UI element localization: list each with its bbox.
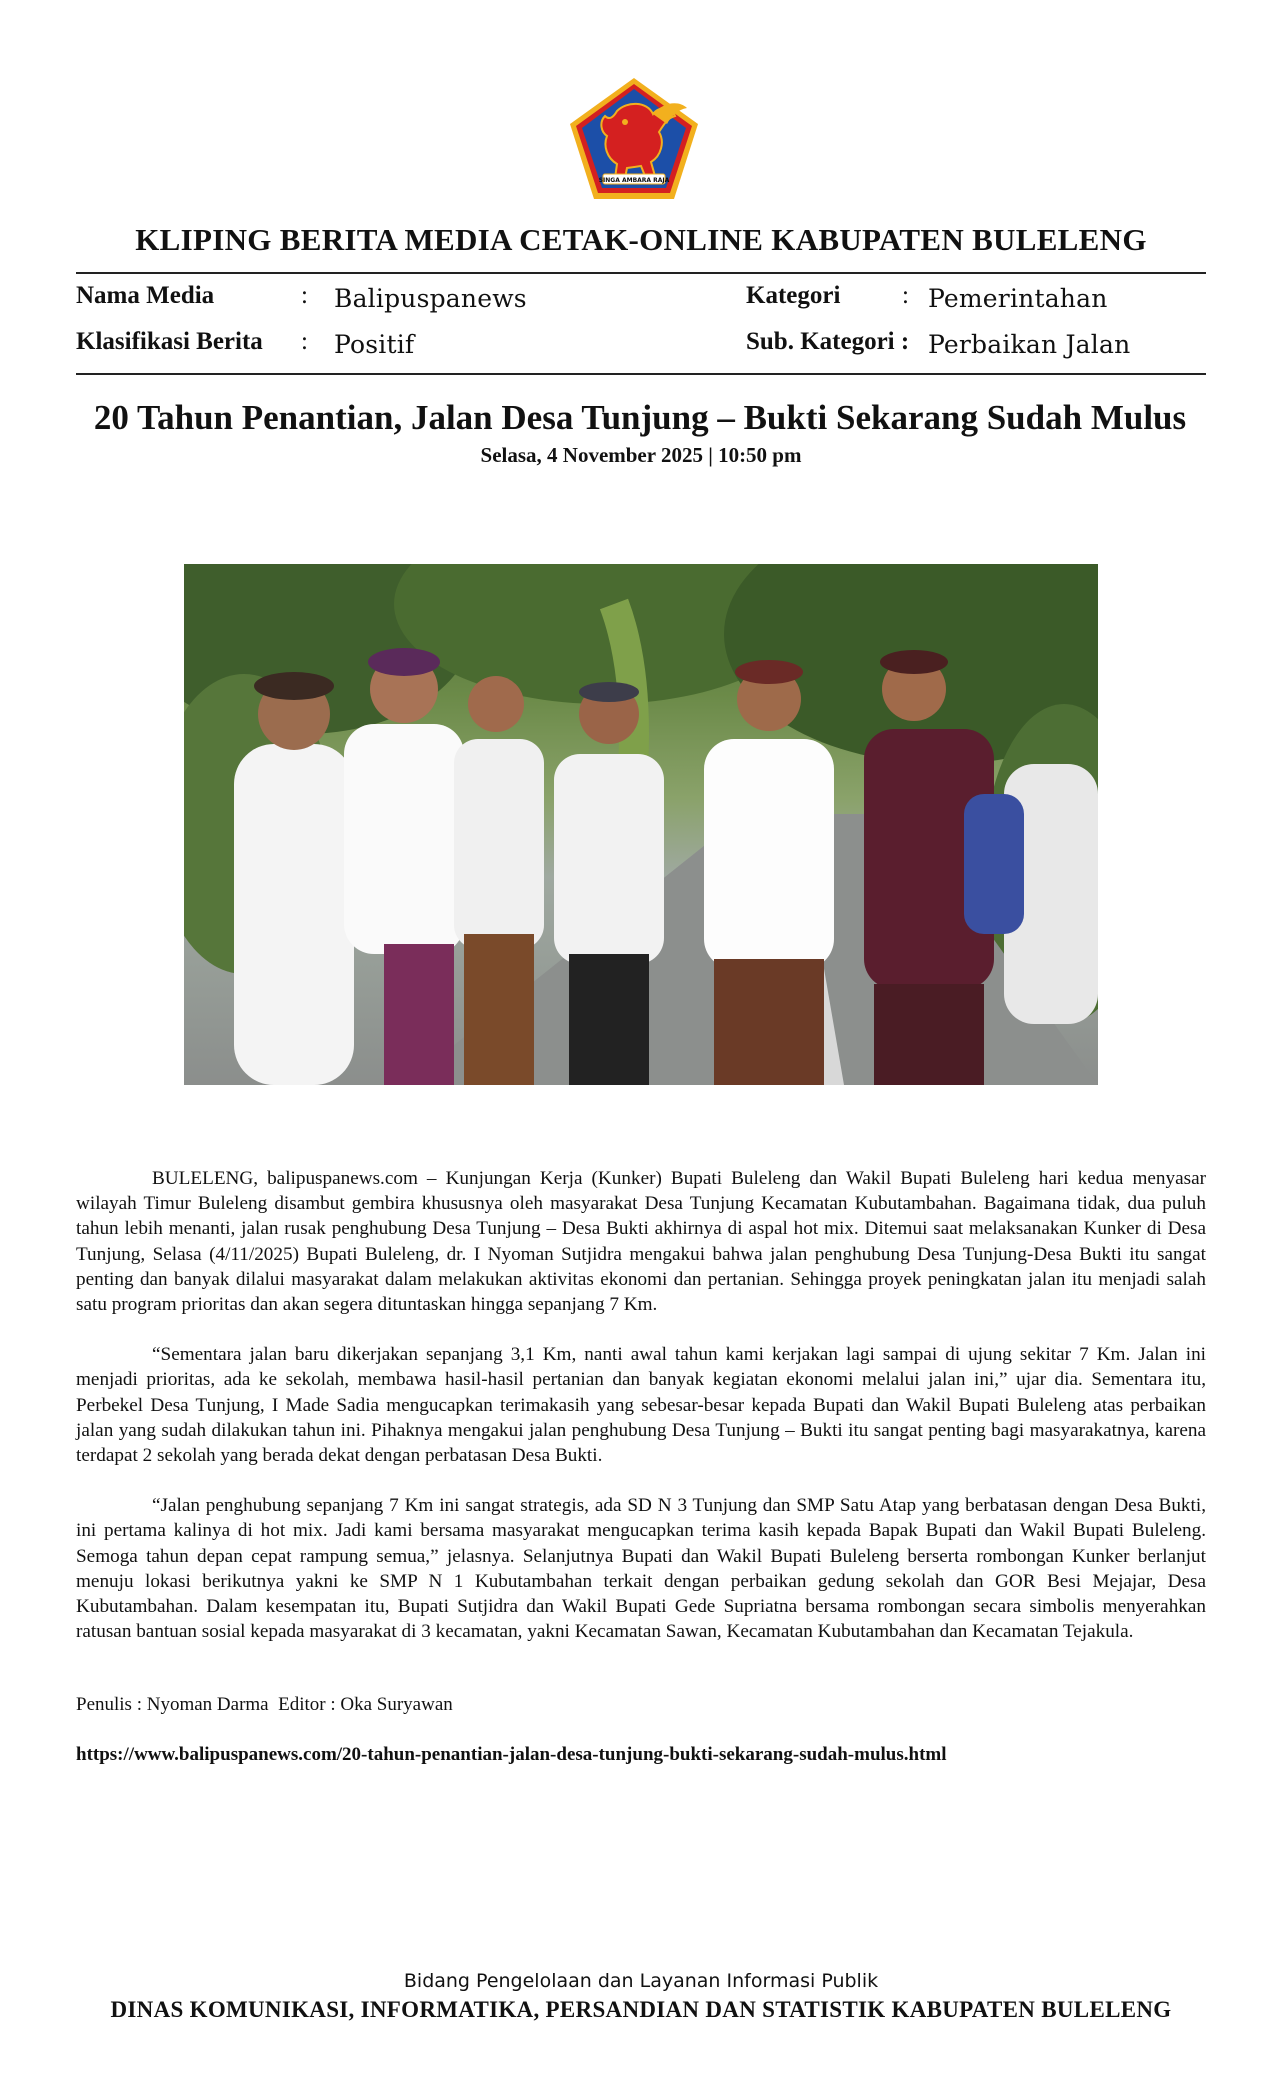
media-colon: : bbox=[301, 282, 308, 309]
article-photo bbox=[184, 564, 1098, 1085]
regency-logo bbox=[567, 76, 701, 202]
clipping-header-title: KLIPING BERITA MEDIA CETAK-ONLINE KABUPATEN BULELENG bbox=[135, 222, 1147, 257]
header-divider-top bbox=[76, 272, 1206, 274]
klasifikasi-colon: : bbox=[301, 328, 308, 355]
article-title: 20 Tahun Penantian, Jalan Desa Tunjung – Bukti Sekarang Sudah Mulus bbox=[93, 398, 1187, 437]
kategori-label: Kategori bbox=[746, 282, 841, 309]
article-paragraph-2: “Sementara jalan baru dikerjakan sepanjang 3,1 Km, nanti awal tahun kami kerjakan lagi sampai di ujung sekitar 7 Km. Jalan ini menjadi prioritas, ada ke sekolah, membawa hasil-hasil pertanian dan banyak kegiatan ekonomi melalui jalan ini,” ujar dia. Sementara itu, Perbekel Desa Tunjung, I Made Sadia mengucapkan terimakasih yang sebesar-besar kepada Bupati dan Wakil Bupati Buleleng atas perbaikan jalan yang sudah dilakukan tahun ini. Pihaknya mengakui jalan penghubung Desa Tunjung – Bukti itu sangat penting bagi masyarakatnya, karena terdapat 2 sekolah yang berada dekat dengan perbatasan Desa Bukti. bbox=[76, 1344, 1206, 1467]
media-label: Nama Media bbox=[76, 282, 215, 309]
meta-row-klasifikasi bbox=[76, 328, 1206, 364]
article-paragraph-1: BULELENG, balipuspanews.com – Kunjungan Kerja (Kunker) Bupati Buleleng dan Wakil Bupati Buleleng hari kedua menyasar wilayah Timur Buleleng disambut gembira khususnya oleh masyarakat Desa Tunjung Kecamatan Kubutambahan. Bagaimana tidak, dua puluh tahun lebih menanti, jalan rusak penghubung Desa Tunjung – Desa Bukti akhirnya di aspal hot mix. Ditemui saat melaksanakan Kunker di Desa Tunjung, Selasa (4/11/2025) Bupati Buleleng, dr. I Nyoman Sutjidra mengakui bahwa jalan penghubung Desa Tunjung-Desa Bukti itu sangat penting dan banyak dilalui masyarakat dalam melakukan aktivitas ekonomi dan pertanian. Sehingga proyek peningkatan jalan itu menjadi salah satu program prioritas dan akan segera dituntaskan hingga sepanjang 7 Km. bbox=[76, 1168, 1206, 1316]
footer-agency: DINAS KOMUNIKASI, INFORMATIKA, PERSANDIAN DAN STATISTIK KABUPATEN BULELENG bbox=[110, 1997, 1172, 2022]
klasifikasi-label: Klasifikasi Berita bbox=[76, 328, 263, 355]
klasifikasi-value: Positif bbox=[334, 330, 415, 359]
header-divider-bottom bbox=[76, 373, 1206, 375]
article-paragraph-3: “Jalan penghubung sepanjang 7 Km ini sangat strategis, ada SD N 3 Tunjung dan SMP Satu Atap yang berbatasan dengan Desa Bukti, ini pertama kalinya di hot mix. Jadi kami bersama masyarakat mengucapkan terima kasih kepada Bapak Bupati dan Wakil Bupati Buleleng. Semoga tahun depan cepat rampung semua,” jelasnya. Selanjutnya Bupati dan Wakil Bupati Buleleng berserta rombongan Kunker berlanjut menuju lokasi berikutnya yakni ke SMP N 1 Kubutambahan terkait dengan perbaikan gedung sekolah dan GOR Besi Mejajar, Desa Kubutambahan. Dalam kesempatan itu, Bupati Sutjidra dan Wakil Bupati Gede Supriatna bersama rombongan secara simbolis menyerahkan ratusan bantuan sosial kepada masyarakat di 3 kecamatan, yakni Kecamatan Sawan, Kecamatan Kubutambahan dan Kecamatan Tejakula. bbox=[76, 1495, 1206, 1643]
article-date: Selasa, 4 November 2025 | 10:50 pm bbox=[480, 443, 802, 467]
byline-text: Penulis : Nyoman Darma Editor : Oka Suryawan bbox=[76, 1694, 453, 1715]
source-url-link[interactable]: https://www.balipuspanews.com/20-tahun-penantian-jalan-desa-tunjung-bukti-sekarang-sudah-mulus.html bbox=[76, 1744, 947, 1765]
subkategori-value: Perbaikan Jalan bbox=[928, 330, 1131, 359]
article-byline bbox=[76, 1694, 453, 1716]
group-photo-illustration bbox=[184, 564, 1098, 1085]
footer-department: Bidang Pengelolaan dan Layanan Informasi Publik bbox=[403, 1970, 879, 1992]
meta-row-media bbox=[76, 282, 1206, 318]
singa-ambara-raja-emblem-icon bbox=[567, 76, 701, 202]
subkategori-label: Sub. Kategori : bbox=[746, 328, 910, 355]
kategori-value: Pemerintahan bbox=[928, 284, 1108, 313]
article-body bbox=[76, 1166, 1206, 1669]
media-value: Balipuspanews bbox=[334, 284, 527, 313]
logo-motto: SINGA AMBARA RAJA bbox=[598, 177, 670, 184]
kategori-colon: : bbox=[902, 282, 909, 309]
